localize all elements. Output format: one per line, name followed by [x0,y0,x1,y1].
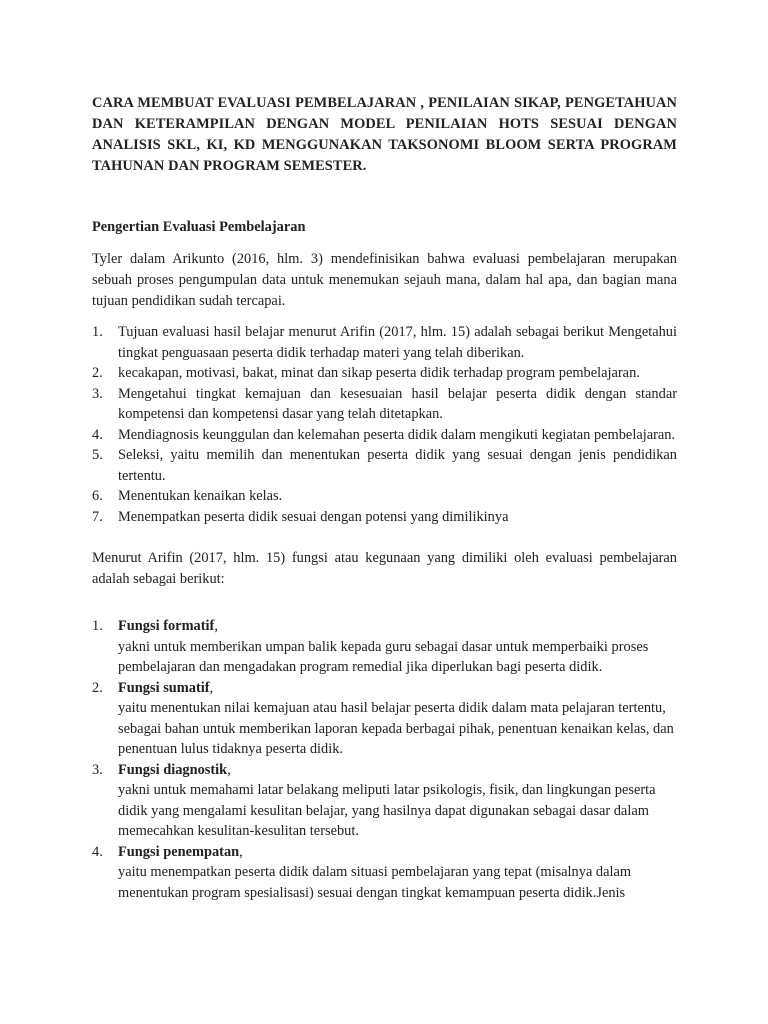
list-number: 1. [92,618,103,634]
list-item-text: Tujuan evaluasi hasil belajar menurut Arifin (2017, hlm. 15) adalah sebagai berikut Mengetahui tingkat penguasaan peserta didik terhadap materi yang telah diberikan. [118,324,677,361]
list-item-text: kecakapan, motivasi, bakat, minat dan sikap peserta didik terhadap program pembelajaran. [118,365,640,381]
list-item [92,322,677,363]
list-number: 5. [92,447,103,463]
function-term [118,616,677,637]
intro-paragraph: Tyler dalam Arikunto (2016, hlm. 3) mendefinisikan bahwa evaluasi pembelajaran merupakan sebuah proses pengumpulan data untuk menemukan sejauh mana, dalam hal apa, dan bagian mana tujuan pendidikan sudah tercapai. [92,251,677,309]
function-description: yakni untuk memahami latar belakang meliputi latar psikologis, fisik, dan lingkungan peserta didik yang mengalami kesulitan belajar, yang hasilnya dapat digunakan sebagai dasar dalam memecahkan kesulitan-kesulitan tersebut. [118,782,656,839]
function-description: yaitu menentukan nilai kemajuan atau hasil belajar peserta didik dalam mata pelajaran tertentu, sebagai bahan untuk memberikan laporan kepada berbagai pihak, penentuan kenaikan kelas, dan penentuan lulus tidaknya peserta didik. [118,700,674,757]
list-item [92,678,677,760]
list-item [92,507,677,528]
function-term [118,678,677,699]
list-item-text: Menentukan kenaikan kelas. [118,488,283,504]
list-number: 4. [92,426,103,443]
functions-list [92,616,677,903]
document-page [92,93,677,903]
list-item [92,445,677,486]
list-number: 2. [92,679,103,696]
list-number: 4. [92,843,103,860]
list-item-text: Mengetahui tingkat kemajuan dan kesesuaian hasil belajar peserta didik dengan standar kompetensi dan kompetensi dasar yang telah ditetapkan. [118,385,677,422]
function-description: yakni untuk memberikan umpan balik kepada guru sebagai dasar untuk memperbaiki proses pembelajaran dan mengadakan program remedial jika diperlukan bagi peserta didik. [118,638,649,675]
goals-list [92,322,677,527]
function-term-suffix: , [214,618,218,634]
functions-intro-paragraph: Menurut Arifin (2017, hlm. 15) fungsi atau kegunaan yang dimiliki oleh evaluasi pembelajaran adalah sebagai berikut: [92,550,677,587]
list-number: 6. [92,488,103,504]
function-term-suffix: , [209,679,214,696]
function-term-label: Fungsi sumatif [118,679,210,696]
document-title: CARA MEMBUAT EVALUASI PEMBELAJARAN , PENILAIAN SIKAP, PENGETAHUAN DAN KETERAMPILAN DENGAN MODEL PENILAIAN HOTS SESUAI DENGAN ANALISIS SKL, KI, KD MENGGUNAKAN TAKSONOMI BLOOM SERTA PROGRAM TAHUNAN DAN PROGRAM SEMESTER. [92,95,677,174]
list-item-text: Seleksi, yaitu memilih dan menentukan peserta didik yang sesuai dengan jenis pendidikan tertentu. [118,447,677,484]
list-number: 2. [92,365,103,381]
function-term-suffix: , [239,843,243,860]
list-item-text: Mendiagnosis keunggulan dan kelemahan peserta didik dalam mengikuti kegiatan pembelajaran. [118,426,676,443]
function-term-suffix: , [227,761,231,778]
function-term-label: Fungsi formatif [118,618,215,634]
list-number: 1. [92,324,103,340]
list-number: 3. [92,761,103,778]
list-item [92,384,677,425]
list-item [92,616,677,678]
function-term [118,760,677,781]
list-number: 7. [92,508,103,525]
function-term-label: Fungsi penempatan [118,843,240,860]
section-heading: Pengertian Evaluasi Pembelajaran [92,219,306,235]
list-item [92,486,677,507]
function-term-label: Fungsi diagnostik [118,761,228,778]
list-item [92,842,677,904]
list-item-text: Menempatkan peserta didik sesuai dengan potensi yang dimilikinya [118,508,509,525]
list-item [92,363,677,384]
list-number: 3. [92,385,103,402]
function-term [118,842,677,863]
function-description: yaitu menempatkan peserta didik dalam situasi pembelajaran yang tepat (misalnya dalam menentukan program spesialisasi) sesuai dengan tingkat kemampuan peserta didik.Jenis [118,864,632,901]
list-item [92,425,677,446]
list-item [92,760,677,842]
